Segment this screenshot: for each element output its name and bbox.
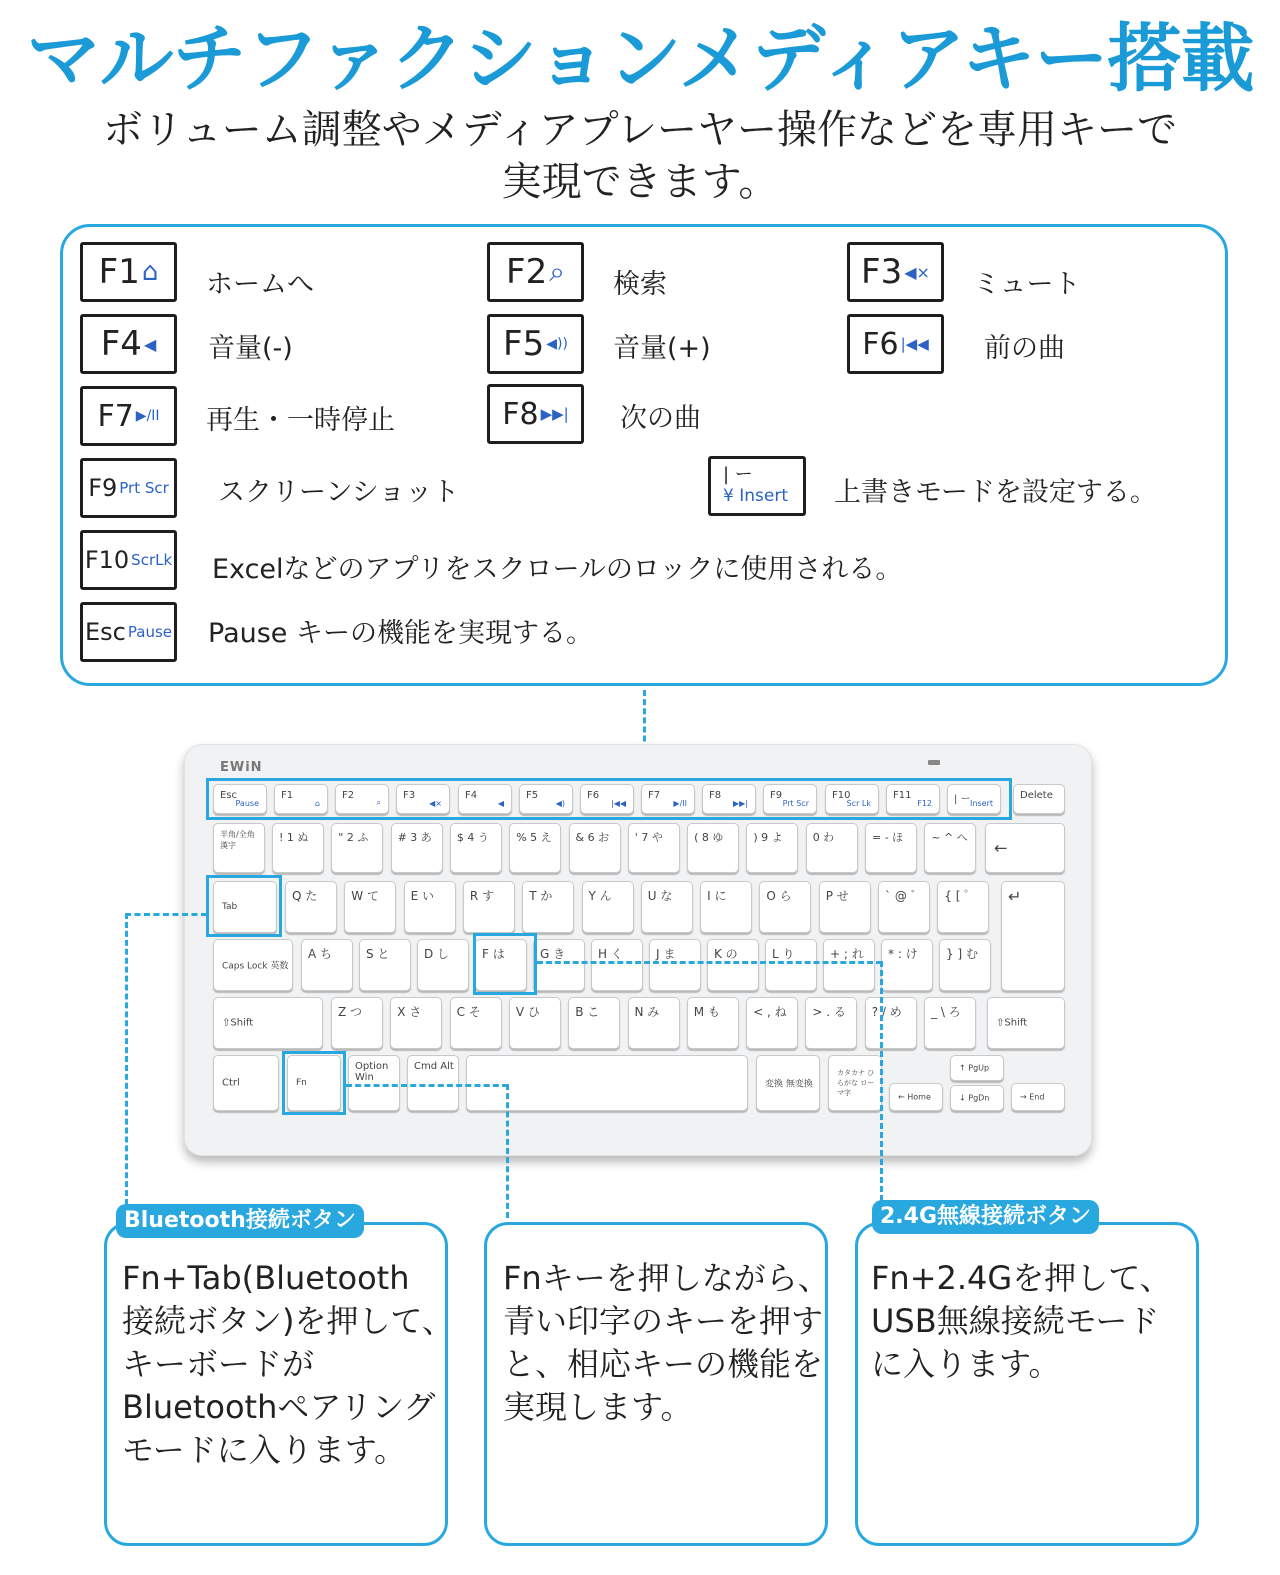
key-f9-label: F9	[770, 790, 783, 801]
key-a-row-8[interactable]	[707, 939, 759, 991]
subtitle-line-1: ボリューム調整やメディアプレーヤー操作などを専用キーで	[103, 107, 1177, 153]
key-backspace[interactable]	[985, 823, 1065, 873]
key-q-row-7[interactable]	[641, 881, 693, 933]
key-katakana-label: カタカナ ひらがな ローマ字	[837, 1069, 875, 1097]
key-cmd-alt-label: Cmd Alt	[414, 1061, 454, 1072]
key-num-11[interactable]	[865, 823, 917, 873]
key-num-3-label: # 3 あ	[397, 831, 432, 844]
keycap-insert: | ー ¥ Insert	[708, 456, 806, 516]
keycap-f8: F8 ▶▶|	[487, 384, 584, 444]
key-z-row-6[interactable]	[628, 997, 680, 1049]
keycap-f1: F1 ⌂	[80, 242, 177, 302]
key-tab-label: Tab	[222, 902, 238, 912]
key-q-row-6[interactable]	[582, 881, 634, 933]
fn-key-highlight	[282, 1051, 346, 1115]
f4-description: 音量(-)	[208, 333, 293, 364]
key-a-row-2-label: S と	[366, 947, 390, 961]
key-henkan-label: 変換 無変換	[765, 1079, 813, 1090]
key-z-row-8-label: < , ね	[753, 1005, 787, 1019]
key-num-1[interactable]	[272, 823, 324, 873]
key-q-row-10[interactable]	[819, 881, 871, 933]
key-num-10-label: 0 わ	[812, 831, 835, 844]
fn-callout-text: Fnキーを押しながら、 青い印字のキーを押す と、相応キーの機能を 実現します。	[503, 1259, 830, 1426]
status-led	[928, 760, 940, 765]
key-cmd-alt[interactable]	[407, 1055, 459, 1111]
keycap-f3: F3 ◀×	[847, 242, 944, 302]
key-f4-label: F4	[465, 790, 478, 801]
key-num-5[interactable]	[509, 823, 561, 873]
key-a-row-4-label: F は	[482, 947, 505, 961]
key-z-row-2-label: X さ	[397, 1005, 422, 1019]
wireless-connector-h	[537, 961, 882, 964]
search-icon: ⌕	[549, 255, 565, 288]
key-z-row-4-label: V ひ	[515, 1005, 540, 1019]
key-q-row-6-label: Y ん	[588, 889, 612, 903]
key-num-6[interactable]	[569, 823, 621, 873]
key-q-row-5-label: T か	[529, 889, 553, 903]
key-a-row-10[interactable]	[823, 939, 875, 991]
key-f2-sublabel: ⌕	[376, 798, 381, 807]
bluetooth-tag: Bluetooth接続ボタン	[116, 1204, 364, 1238]
key-f8-label: F8	[709, 790, 722, 801]
f5-description: 音量(+)	[613, 333, 711, 364]
fn-connector-v	[506, 1084, 509, 1218]
fn-connector-h	[346, 1084, 508, 1087]
key-z-row-10[interactable]	[865, 997, 917, 1049]
key-num-9[interactable]	[746, 823, 798, 873]
key-a-row-1-label: A ち	[308, 947, 333, 961]
key-option-win-label: Option Win	[355, 1061, 389, 1083]
f6-description: 前の曲	[984, 333, 1065, 364]
key-ctrl-label: Ctrl	[222, 1077, 240, 1089]
insert-description: 上書きモードを設定する。	[834, 477, 1157, 508]
key-q-row-2[interactable]	[344, 881, 396, 933]
key-num-10[interactable]	[806, 823, 858, 873]
key-num-5-label: % 5 え	[516, 831, 552, 844]
key-f11-sublabel: F12	[917, 799, 932, 808]
key-q-row-5[interactable]	[522, 881, 574, 933]
key-f1-sublabel: ⌂	[314, 799, 320, 808]
fn-row-highlight	[206, 778, 1012, 820]
volume-up-icon: ◀))	[546, 336, 568, 352]
key-z-row-8[interactable]	[746, 997, 798, 1049]
keycap-f9: F9 Prt Scr	[80, 458, 177, 518]
key-a-row-1[interactable]	[301, 939, 353, 991]
key-up-pgup[interactable]	[950, 1055, 1004, 1081]
mute-icon: ◀×	[904, 262, 930, 282]
key-f5-sublabel: ◀)	[555, 799, 565, 808]
key-a-row-11[interactable]	[881, 939, 933, 991]
key-a-row-2[interactable]	[359, 939, 411, 991]
key-up-pgup-label: ↑ PgUp	[959, 1063, 990, 1073]
key-q-row-10-label: P せ	[825, 889, 849, 903]
key-a-row-10-label: + ; れ	[830, 947, 864, 961]
key-a-row-11-label: * : け	[888, 947, 918, 961]
key-enter-label: ↵	[1008, 887, 1022, 906]
f1-description: ホームへ	[206, 269, 314, 300]
key-q-row-8-label: I に	[707, 889, 727, 903]
key-option-win[interactable]	[348, 1055, 400, 1111]
key-z-row-9[interactable]	[805, 997, 857, 1049]
key-esc-sublabel: Pause	[235, 799, 259, 808]
key-right-end-label: → End	[1020, 1092, 1045, 1102]
key-a-row-3[interactable]	[417, 939, 469, 991]
key-a-row-9[interactable]	[765, 939, 817, 991]
key-left-home-label: ← Home	[898, 1092, 931, 1102]
key-right-end[interactable]	[1011, 1083, 1065, 1111]
key-q-row-9[interactable]	[759, 881, 811, 933]
key-num-4-label: $ 4 う	[456, 831, 489, 844]
key-f6-label: F6	[587, 790, 600, 801]
keycap-f5: F5 ◀))	[487, 314, 584, 374]
key-q-row-4-label: R す	[469, 889, 495, 903]
key-esc-label: Esc	[220, 790, 238, 801]
brand-logo: EWiN	[220, 760, 263, 775]
key-f1-label: F1	[281, 790, 294, 801]
key-f3-label: F3	[403, 790, 416, 801]
key-num-2[interactable]	[331, 823, 383, 873]
f8-description: 次の曲	[620, 403, 701, 434]
key-z-row-5-label: B こ	[575, 1005, 600, 1019]
key-right-shift[interactable]	[987, 997, 1065, 1049]
key-z-row-11[interactable]	[924, 997, 976, 1049]
key-q-row-11[interactable]	[878, 881, 930, 933]
f10-description: Excelなどのアプリをスクロールのロックに使用される。	[212, 554, 903, 585]
key-num-3[interactable]	[391, 823, 443, 873]
key-q-row-4[interactable]	[463, 881, 515, 933]
key-num-7[interactable]	[628, 823, 680, 873]
key-f2-label: F2	[342, 790, 355, 801]
bluetooth-connector-v	[125, 913, 128, 1205]
key-insert-label: | ー	[954, 794, 971, 805]
esc-description: Pause キーの機能を実現する。	[208, 618, 593, 649]
key-q-row-3-label: E い	[410, 889, 434, 903]
key-z-row-1-label: Z つ	[338, 1005, 363, 1019]
key-f4-sublabel: ◀	[497, 799, 504, 808]
key-delete-label: Delete	[1020, 790, 1053, 801]
key-q-row-2-label: W て	[351, 889, 379, 903]
key-left-home[interactable]	[889, 1083, 943, 1111]
key-fn-label: Fn	[296, 1078, 307, 1088]
key-backspace-label: ←	[994, 838, 1008, 858]
f3-description: ミュート	[973, 269, 1081, 300]
key-a-row-5[interactable]	[533, 939, 585, 991]
page-title: マルチファクションメディアキー搭載	[26, 16, 1254, 102]
key-f9-sublabel: Prt Scr	[782, 799, 809, 808]
keycap-f4: F4 ◀	[80, 314, 177, 374]
key-num-7-label: ' 7 や	[634, 831, 663, 844]
wireless-connector-v	[880, 961, 883, 1201]
tab-key-highlight	[206, 875, 282, 937]
key-a-row-12-label: } ] む	[946, 947, 978, 961]
wireless-tag: 2.4G無線接続ボタン	[872, 1200, 1099, 1234]
key-z-row-2[interactable]	[390, 997, 442, 1049]
key-z-row-1[interactable]	[331, 997, 383, 1049]
key-q-row-1[interactable]	[285, 881, 337, 933]
keycap-f7: F7 ▶/II	[80, 386, 177, 446]
bluetooth-callout-text: Fn+Tab(Bluetooth 接続ボタン)を押して、 キーボードが Bluetoothペアリング モードに入ります。	[122, 1259, 454, 1469]
key-q-row-12[interactable]	[937, 881, 989, 933]
key-a-row-7-label: J ま	[656, 947, 676, 961]
key-num-8-label: ( 8 ゆ	[694, 831, 724, 844]
key-f10-sublabel: Scr Lk	[846, 799, 871, 808]
key-caps-lock-label: Caps Lock 英数	[222, 961, 289, 972]
key-z-row-7-label: M も	[693, 1005, 720, 1019]
f7-description: 再生・一時停止	[206, 405, 395, 436]
key-a-row-12[interactable]	[939, 939, 991, 991]
key-right-shift-label: ⇧Shift	[996, 1017, 1028, 1029]
f9-description: スクリーンショット	[218, 477, 460, 508]
key-z-row-9-label: > . る	[812, 1005, 846, 1019]
key-q-row-11-label: ` @ ゛	[885, 889, 923, 903]
key-num-9-label: ) 9 よ	[753, 831, 783, 844]
key-a-row-9-label: L り	[772, 947, 795, 961]
key-henkan[interactable]	[756, 1055, 820, 1111]
key-num-4[interactable]	[450, 823, 502, 873]
key-f11-label: F11	[893, 790, 912, 801]
key-down-pgdn[interactable]	[950, 1085, 1004, 1111]
bluetooth-connector-h	[125, 913, 207, 916]
key-caps-lock[interactable]	[213, 939, 293, 991]
keycap-f2: F2 ⌕	[487, 242, 584, 302]
key-hankaku-label: 半角/全角 漢字	[220, 830, 255, 850]
key-f10-label: F10	[832, 790, 851, 801]
key-a-row-6[interactable]	[591, 939, 643, 991]
key-enter[interactable]	[1001, 881, 1065, 991]
key-a-row-5-label: G き	[540, 947, 566, 961]
key-down-pgdn-label: ↓ PgDn	[959, 1093, 990, 1103]
next-track-icon: ▶▶|	[540, 405, 569, 423]
key-f8-sublabel: ▶▶|	[733, 799, 748, 808]
key-left-shift-label: ⇧Shift	[222, 1017, 254, 1029]
key-left-shift[interactable]	[213, 997, 323, 1049]
key-num-2-label: " 2 ふ	[338, 831, 369, 844]
f-key-highlight	[473, 933, 537, 995]
key-num-8[interactable]	[687, 823, 739, 873]
key-z-row-11-label: _ \ ろ	[931, 1005, 961, 1019]
home-icon: ⌂	[141, 257, 159, 287]
key-a-row-8-label: K の	[714, 947, 738, 961]
key-q-row-12-label: { [ ゜	[944, 889, 977, 903]
keycap-f10: F10 ScrLk	[80, 530, 177, 590]
key-num-11-label: = - ほ	[872, 831, 904, 844]
key-delete[interactable]	[1013, 784, 1065, 814]
key-z-row-4[interactable]	[509, 997, 561, 1049]
key-a-row-6-label: H く	[598, 947, 623, 961]
key-a-row-3-label: D し	[424, 947, 450, 961]
key-z-row-3-label: C そ	[456, 1005, 481, 1019]
key-ctrl[interactable]	[213, 1055, 279, 1111]
key-num-1-label: ! 1 ぬ	[279, 831, 309, 844]
key-num-12-label: ~ ^ へ	[931, 831, 968, 844]
key-f6-sublabel: |◀◀	[611, 799, 626, 808]
key-q-row-9-label: O ら	[766, 889, 792, 903]
f2-description: 検索	[613, 269, 667, 300]
key-f7-sublabel: ▶/II	[673, 799, 687, 808]
key-q-row-3[interactable]	[404, 881, 456, 933]
subtitle-line-2: 実現できます。	[501, 159, 779, 205]
wireless-callout-text: Fn+2.4Gを押して、 USB無線接続モード に入ります。	[871, 1259, 1172, 1383]
key-num-12[interactable]	[924, 823, 976, 873]
key-q-row-1-label: Q た	[292, 889, 318, 903]
key-katakana[interactable]	[828, 1055, 882, 1111]
key-z-row-6-label: N み	[634, 1005, 660, 1019]
key-q-row-8[interactable]	[700, 881, 752, 933]
key-z-row-3[interactable]	[450, 997, 502, 1049]
keycap-f6: F6 |◀◀	[847, 314, 944, 374]
key-q-row-7-label: U な	[647, 889, 673, 903]
key-hankaku[interactable]	[213, 823, 265, 873]
key-insert-sublabel: Insert	[970, 799, 993, 808]
key-a-row-7[interactable]	[649, 939, 701, 991]
keycap-esc: Esc Pause	[80, 602, 177, 662]
key-f7-label: F7	[648, 790, 661, 801]
key-num-6-label: & 6 お	[575, 831, 610, 844]
previous-track-icon: |◀◀	[900, 335, 929, 353]
volume-down-icon: ◀	[143, 334, 157, 354]
key-z-row-10-label: ? / め	[871, 1005, 902, 1019]
play-pause-icon: ▶/II	[135, 408, 160, 424]
key-f3-sublabel: ◀×	[429, 799, 442, 808]
key-z-row-7[interactable]	[687, 997, 739, 1049]
key-z-row-5[interactable]	[568, 997, 620, 1049]
key-f5-label: F5	[526, 790, 539, 801]
